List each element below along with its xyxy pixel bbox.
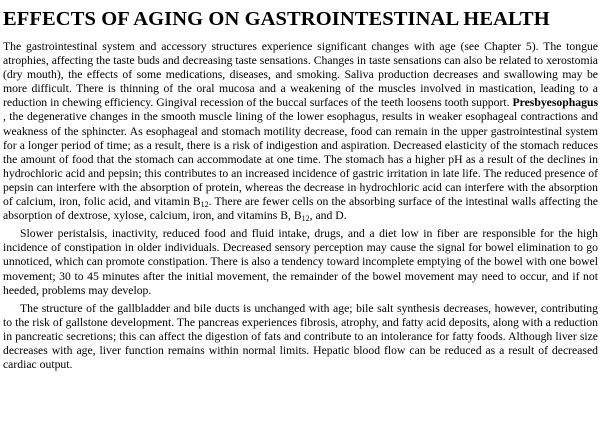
subscript-12: 12 bbox=[301, 214, 310, 224]
paragraph-1-text-c: . There are fewer cells on the absorbing surface of the intestinal walls affecting the absorption of dextrose, xylose, calcium, iron, and vitamins B, B bbox=[3, 195, 598, 223]
paragraph-3: The structure of the gallbladder and bile ducts is unchanged with age; bile salt synthesis decreases, however, contributing to the risk of gallstone development. The pancreas experiences fibrosis, atrophy, and fatty acid deposits, along with a reduction in pancreatic secretions; this can affect the digestion of fats and contribute to an intolerance for fatty foods. Although liver size decreases with age, liver function remains within normal limits. Hepatic blood flow can be reduced as a result of decreased cardiac output. bbox=[3, 301, 598, 372]
paragraph-1-text-d: , and D. bbox=[309, 209, 347, 223]
paragraph-1-text-b: , the degenerative changes in the smooth muscle lining of the lower esophagus, results in weaker esophageal contractions and weakness of the sphincter. As esophageal and stomach motility decrease, food can remain in the upper gastrointestinal system for a longer period of time; as a result, there is a risk of indigestion and aspiration. Decreased elasticity of the stomach reduces the amount of food that the stomach can accommodate at one time. The stomach has a higher pH as a result of the declines in hydrochloric acid and pepsin; this contributes to an increased incidence of gastric irritation in late life. The reduced presence of pepsin can interfere with the absorption of protein, whereas the decrease in hydrochloric acid can interfere with the absorption of calcium, iron, folic acid, and vitamin B bbox=[3, 110, 598, 209]
section-heading: EFFECTS OF AGING ON GASTROINTESTINAL HEALTH bbox=[3, 8, 550, 30]
term-presbyesophagus: Presbyesophagus bbox=[512, 96, 598, 110]
subscript-12: 12 bbox=[200, 200, 209, 210]
document-page bbox=[3, 7, 598, 372]
paragraph-1 bbox=[3, 40, 598, 223]
paragraph-1-text-a: The gastrointestinal system and accessory structures experience significant changes with age (see Chapter 5). The tongue atrophies, affecting the taste buds and decreasing taste sensations. Changes in taste sensations can also be related to xerostomia (dry mouth), the effects of some medications, diseases, and smoking. Saliva production decreases and swallowing may be more difficult. There is thinning of the oral mucosa and a weakening of the muscles involved in mastication, leading to a reduction in chewing efficiency. Gingival recession of the buccal surfaces of the teeth loosens tooth support. bbox=[3, 40, 598, 110]
paragraph-2: Slower peristalsis, inactivity, reduced food and fluid intake, drugs, and a diet low in fiber are responsible for the high incidence of constipation in older individuals. Decreased sensory perception may cause the signal for bowel elimination to go unnoticed, which can promote constipation. There is also a tendency toward incomplete emptying of the bowel with one bowel movement; 30 to 45 minutes after the initial movement, the remainder of the bowel movement may need to occur, and if not heeded, problems may develop. bbox=[3, 227, 598, 297]
